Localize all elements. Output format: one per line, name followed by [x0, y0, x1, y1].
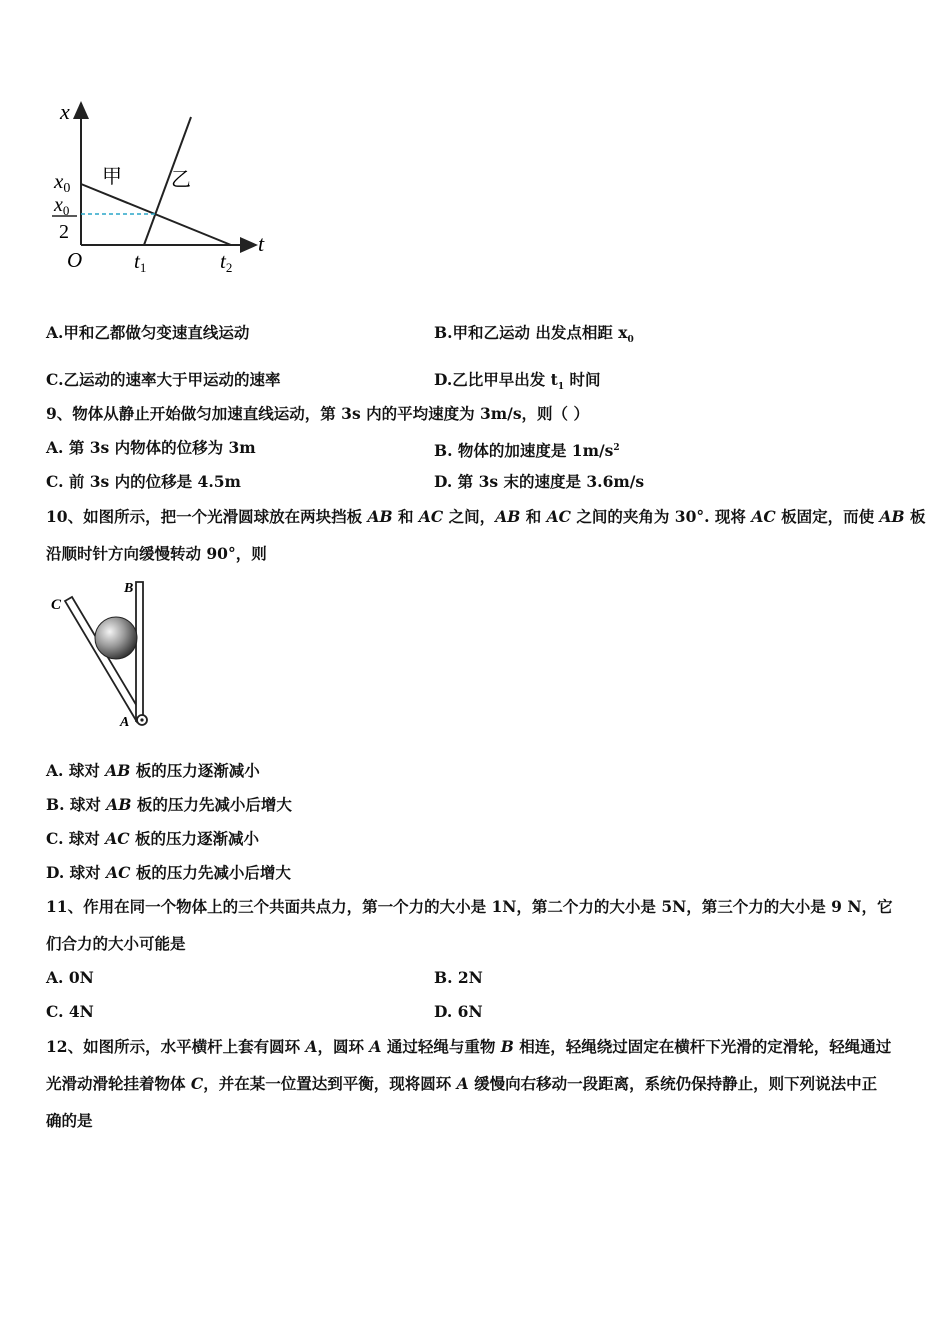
ball — [95, 617, 137, 659]
half-x0-denominator: 2 — [59, 221, 69, 243]
q11-option-b: B. 2N — [434, 968, 483, 987]
label-a: A — [120, 715, 130, 730]
q11-stem-line2: 们合力的大小可能是 — [46, 934, 186, 953]
x-axis-label: x — [60, 99, 70, 124]
q12-stem-line2: 光滑动滑轮挂着物体 C，并在某一位置达到平衡，现将圆环 A 缓慢向右移动一段距离，系统仍保持静止，则下列说法中正 — [46, 1074, 878, 1093]
q9-stem: 9、物体从静止开始做匀加速直线运动，第 3s 内的平均速度为 3m/s，则（ ） — [46, 404, 589, 423]
board-ac — [65, 597, 144, 722]
q9-option-a: A. 第 3s 内物体的位移为 3m — [46, 438, 256, 457]
q10-stem-line1: 10、如图所示，把一个光滑圆球放在两块挡板 AB 和 AC 之间，AB 和 AC 之间的夹角为 30°. 现将 AC 板固定，而使 AB 板 — [46, 507, 926, 526]
xt-graph-figure — [40, 95, 280, 280]
ball-boards-figure — [48, 575, 163, 735]
q10-stem-line2: 沿顺时针方向缓慢转动 90°，则 — [46, 544, 267, 563]
q11-option-d: D. 6N — [434, 1002, 483, 1021]
origin-label: O — [67, 248, 83, 272]
t-axis-label: t — [258, 231, 265, 256]
q8-option-c: C.乙运动的速率大于甲运动的速率 — [46, 370, 281, 389]
q9-option-c: C. 前 3s 内的位移是 4.5m — [46, 472, 241, 491]
half-x0-numerator: $x_0$ — [54, 194, 70, 218]
q11-option-a: A. 0N — [46, 968, 94, 987]
q8-option-b: B.甲和乙运动 出发点相距 $x_0$ — [434, 323, 634, 346]
q10-option-c: C. 球对 AC 板的压力逐渐减小 — [46, 829, 260, 848]
board-ab — [136, 582, 143, 721]
label-c: C — [51, 597, 62, 613]
pivot-dot — [140, 718, 143, 721]
q9-option-b: B. 物体的加速度是 $1m/s^2$ — [434, 441, 620, 461]
q8-option-d: D.乙比甲早出发 $t_1$ 时间 — [434, 370, 601, 393]
q10-option-a: A. 球对 AB 板的压力逐渐减小 — [46, 761, 260, 780]
q11-stem-line1: 11、作用在同一个物体上的三个共面共点力，第一个力的大小是 1N，第二个力的大小是 5N，第三个力的大小是 9 N，它 — [46, 897, 893, 916]
q8-option-a: A.甲和乙都做匀变速直线运动 — [46, 323, 250, 342]
q12-stem-line1: 12、如图所示，水平横杆上套有圆环 A，圆环 A 通过轻绳与重物 B 相连，轻绳绕过固定在横杆下光滑的定滑轮，轻绳通过 — [46, 1037, 892, 1056]
q10-option-b: B. 球对 AB 板的压力先减小后增大 — [46, 795, 292, 814]
q9-option-d: D. 第 3s 末的速度是 3.6m/s — [434, 472, 645, 491]
x0-label: x0 — [54, 169, 71, 196]
t2-label: t2 — [220, 249, 233, 275]
q12-stem-line3: 确的是 — [46, 1111, 93, 1130]
q11-option-c: C. 4N — [46, 1002, 94, 1021]
t1-label: t1 — [134, 249, 147, 275]
yi-label: 乙 — [171, 169, 191, 191]
jia-label: 甲 — [102, 166, 122, 188]
q10-option-d: D. 球对 AC 板的压力先减小后增大 — [46, 863, 291, 882]
label-b: B — [124, 581, 134, 596]
